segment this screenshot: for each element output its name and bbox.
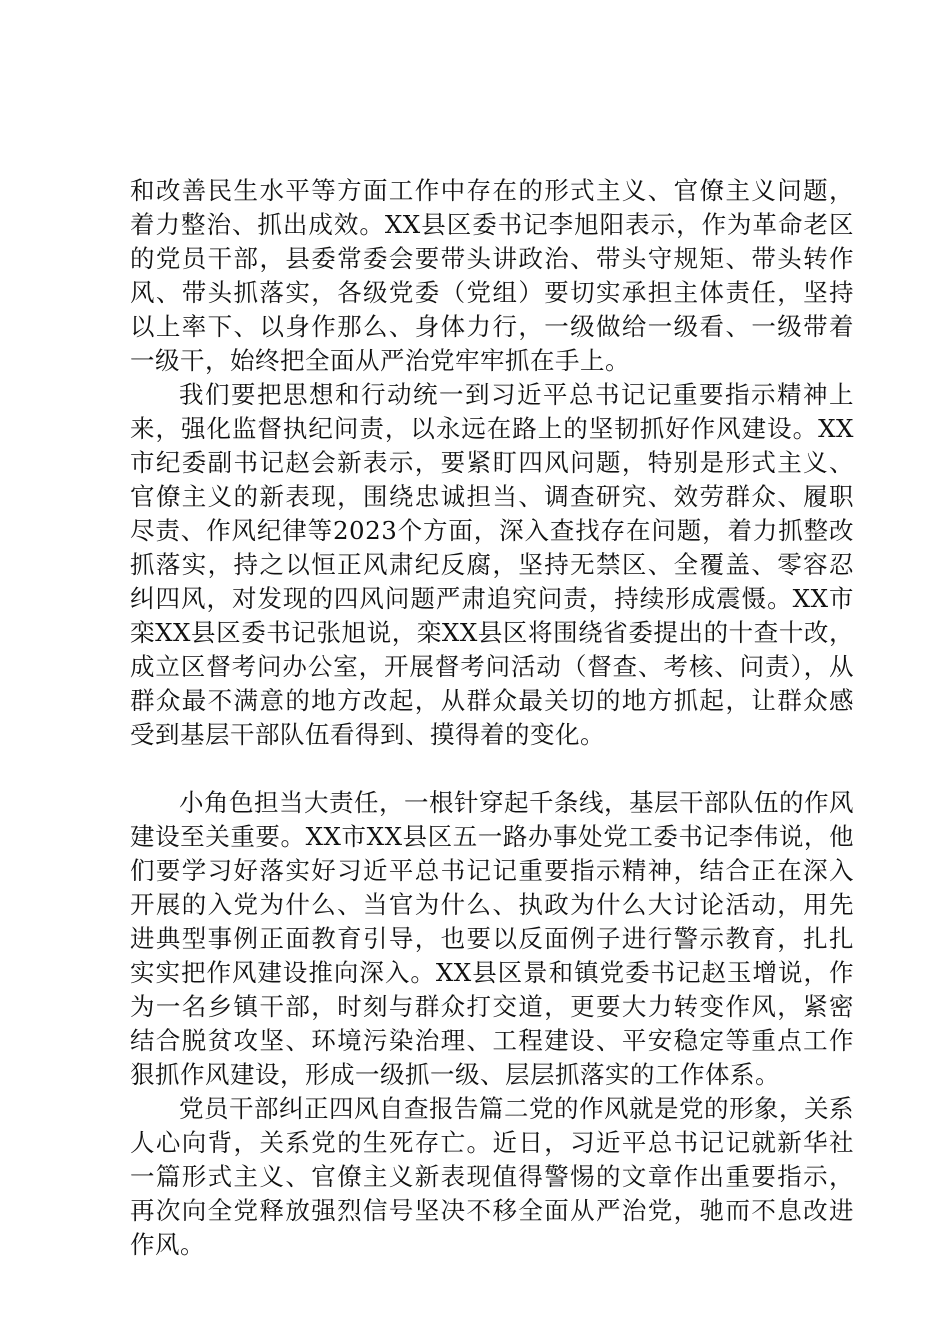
paragraph-1: 和改善民生水平等方面工作中存在的形式主义、官僚主义问题，着力整治、抓出成效。XX县区委书记李旭阳表示，作为革命老区的党员干部，县委常委会要带头讲政治、带头守规矩、带头转作风、带头抓落实，各级党委（党组）要切实承担主体责任，坚持以上率下、以身作那么、身体力行，一级做给一级看、一级带着一级干，始终把全面从严治党牢牢抓在手上。 (130, 176, 854, 375)
paragraph-4: 党员干部纠正四风自查报告篇二党的作风就是党的形象，关系人心向背，关系党的生死存亡。近日，习近平总书记记就新华社一篇形式主义、官僚主义新表现值得警惕的文章作出重要指示，再次向全党释放强烈信号坚决不移全面从严治党，驰而不息改进作风。 (130, 1094, 854, 1259)
paragraph-3: 小角色担当大责任，一根针穿起千条线，基层干部队伍的作风建设至关重要。XX市XX县区五一路办事处党工委书记李伟说，他们要学习好落实好习近平总书记记重要指示精神，结合正在深入开展的入党为什么、当官为什么、执政为什么大讨论活动，用先进典型事例正面教育引导，也要以反面例子进行警示教育，扎扎实实把作风建设推向深入。XX县区景和镇党委书记赵玉增说，作为一名乡镇干部，时刻与群众打交道，更要大力转变作风，紧密结合脱贫攻坚、环境污染治理、工程建设、平安稳定等重点工作狠抓作风建设，形成一级抓一级、层层抓落实的工作体系。 (130, 788, 854, 1089)
document-body (130, 174, 854, 1262)
paragraph-2: 我们要把思想和行动统一到习近平总书记记重要指示精神上来，强化监督执纪问责，以永远在路上的坚韧抓好作风建设。XX市纪委副书记赵会新表示，要紧盯四风问题，特别是形式主义、官僚主义的新表现，围绕忠诚担当、调查研究、效劳群众、履职尽责、作风纪律等2023个方面，深入查找存在问题，着力抓整改抓落实，持之以恒正风肃纪反腐，坚持无禁区、全覆盖、零容忍纠四风，对发现的四风问题严肃追究问责，持续形成震慑。XX市栾XX县区委书记张旭说，栾XX县区将围绕省委提出的十查十改，成立区督考问办公室，开展督考问活动（督查、考核、问责），从群众最不满意的地方改起，从群众最关切的地方抓起，让群众感受到基层干部队伍看得到、摸得着的变化。 (130, 380, 854, 749)
